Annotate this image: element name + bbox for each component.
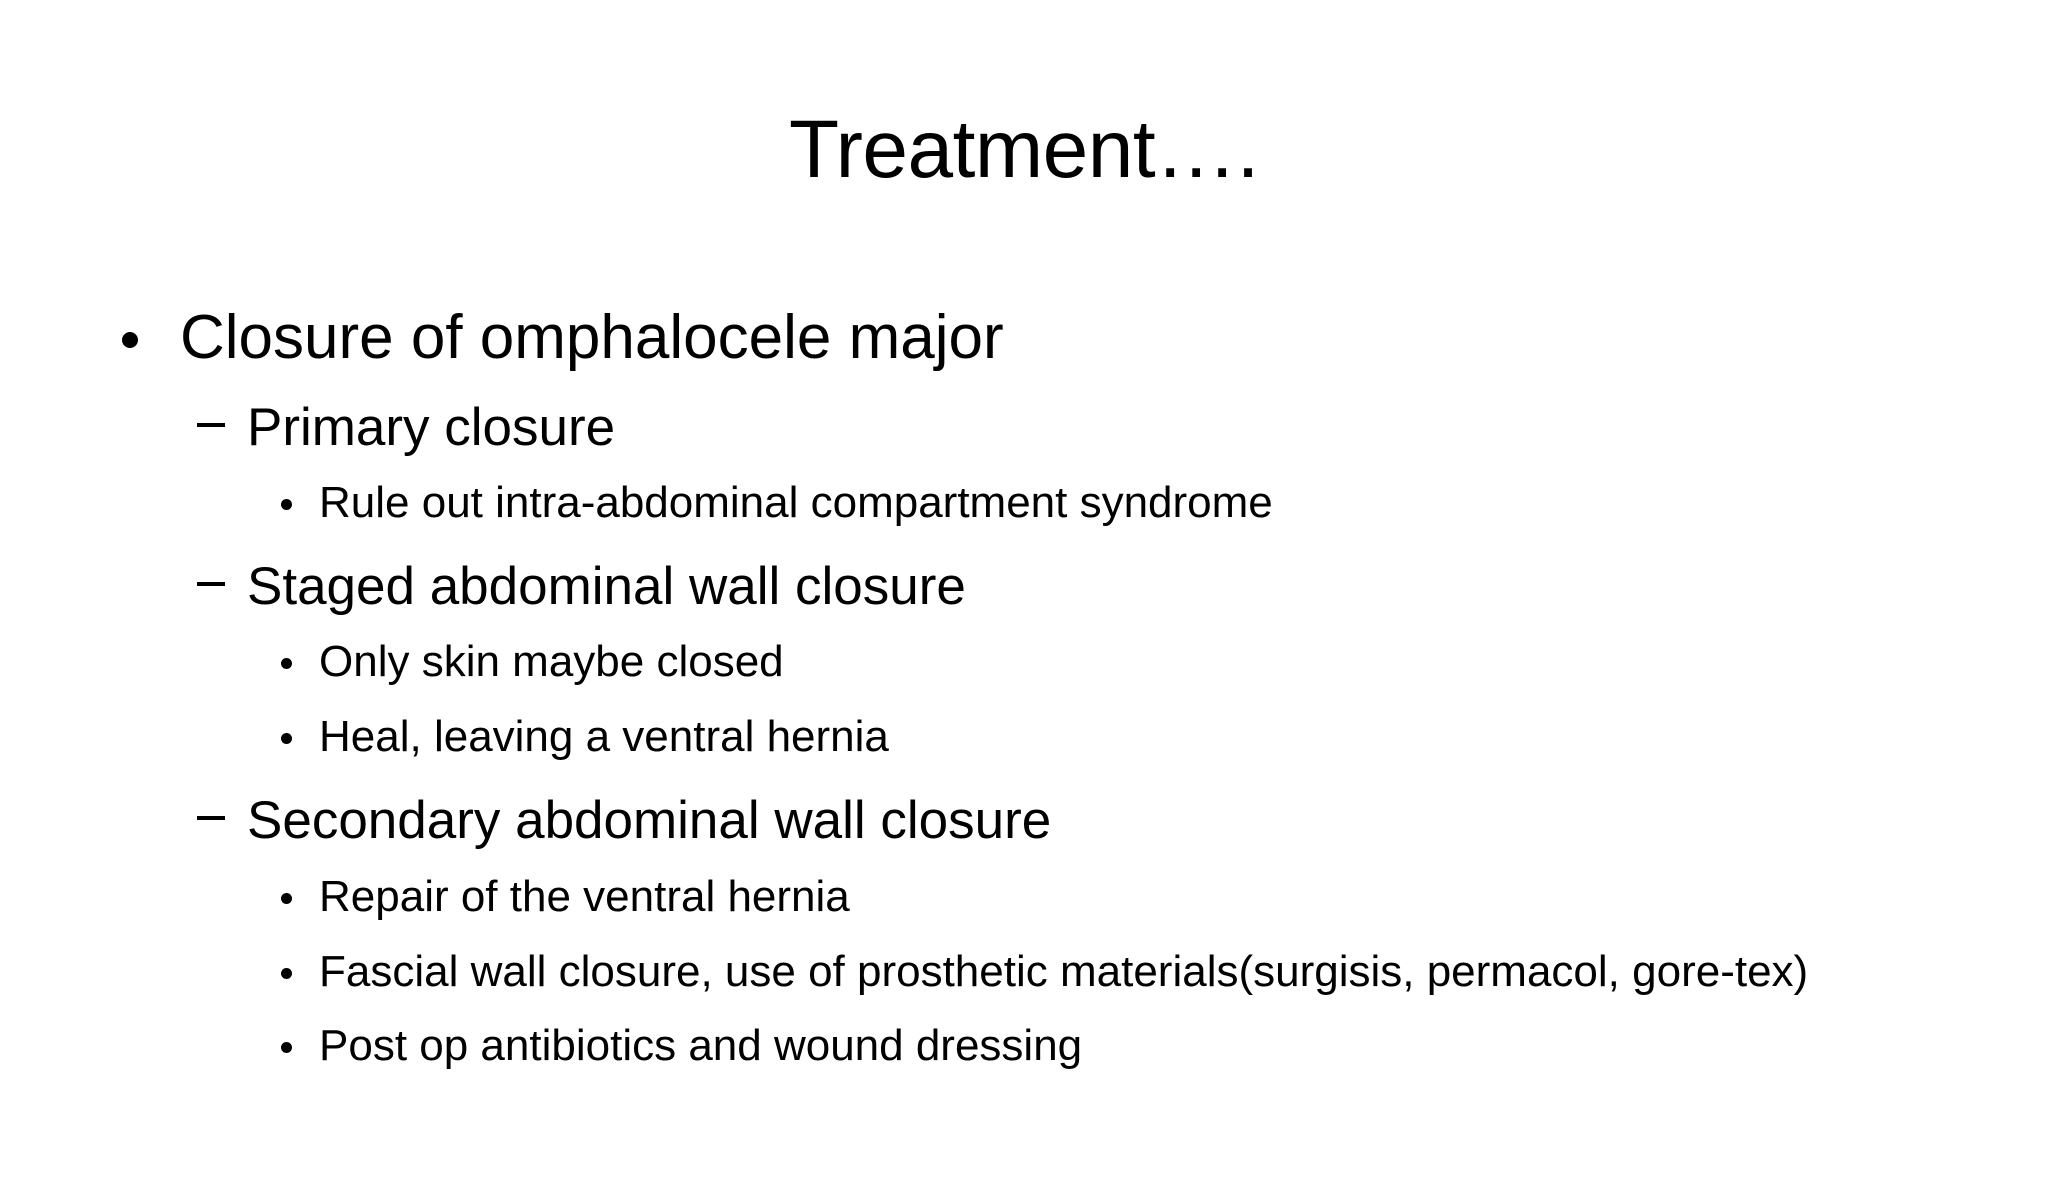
bullet-text: Repair of the ventral hernia bbox=[319, 872, 850, 921]
bullet-text: Fascial wall closure, use of prosthetic materials(surgisis, permacol, gore-tex) bbox=[319, 947, 1809, 996]
bullet-text: Primary closure bbox=[247, 398, 616, 457]
bullet-text: Rule out intra-abdominal compartment syndrome bbox=[319, 478, 1273, 527]
bullet-text: Closure of omphalocele major bbox=[180, 303, 1004, 372]
bullet-text: Post op antibiotics and wound dressing bbox=[319, 1021, 1083, 1070]
bullet-dot-icon bbox=[122, 332, 138, 348]
bullet-text: Staged abdominal wall closure bbox=[247, 557, 966, 616]
bullet-text: Secondary abdominal wall closure bbox=[247, 791, 1052, 850]
bullet-dot-icon bbox=[281, 1042, 292, 1053]
slide-title: Treatment…. bbox=[789, 104, 1259, 195]
bullet-dot-icon bbox=[281, 968, 292, 979]
bullet-dot-icon bbox=[281, 499, 292, 510]
bullet-dot-icon bbox=[281, 893, 292, 904]
bullet-dot-icon bbox=[281, 658, 292, 669]
bullet-text: Only skin maybe closed bbox=[319, 637, 784, 686]
bullet-dash-icon bbox=[197, 423, 225, 427]
bullet-dash-icon bbox=[197, 816, 225, 820]
bullet-dash-icon bbox=[197, 582, 225, 586]
bullet-text: Heal, leaving a ventral hernia bbox=[319, 712, 889, 761]
bullet-dot-icon bbox=[281, 733, 292, 744]
